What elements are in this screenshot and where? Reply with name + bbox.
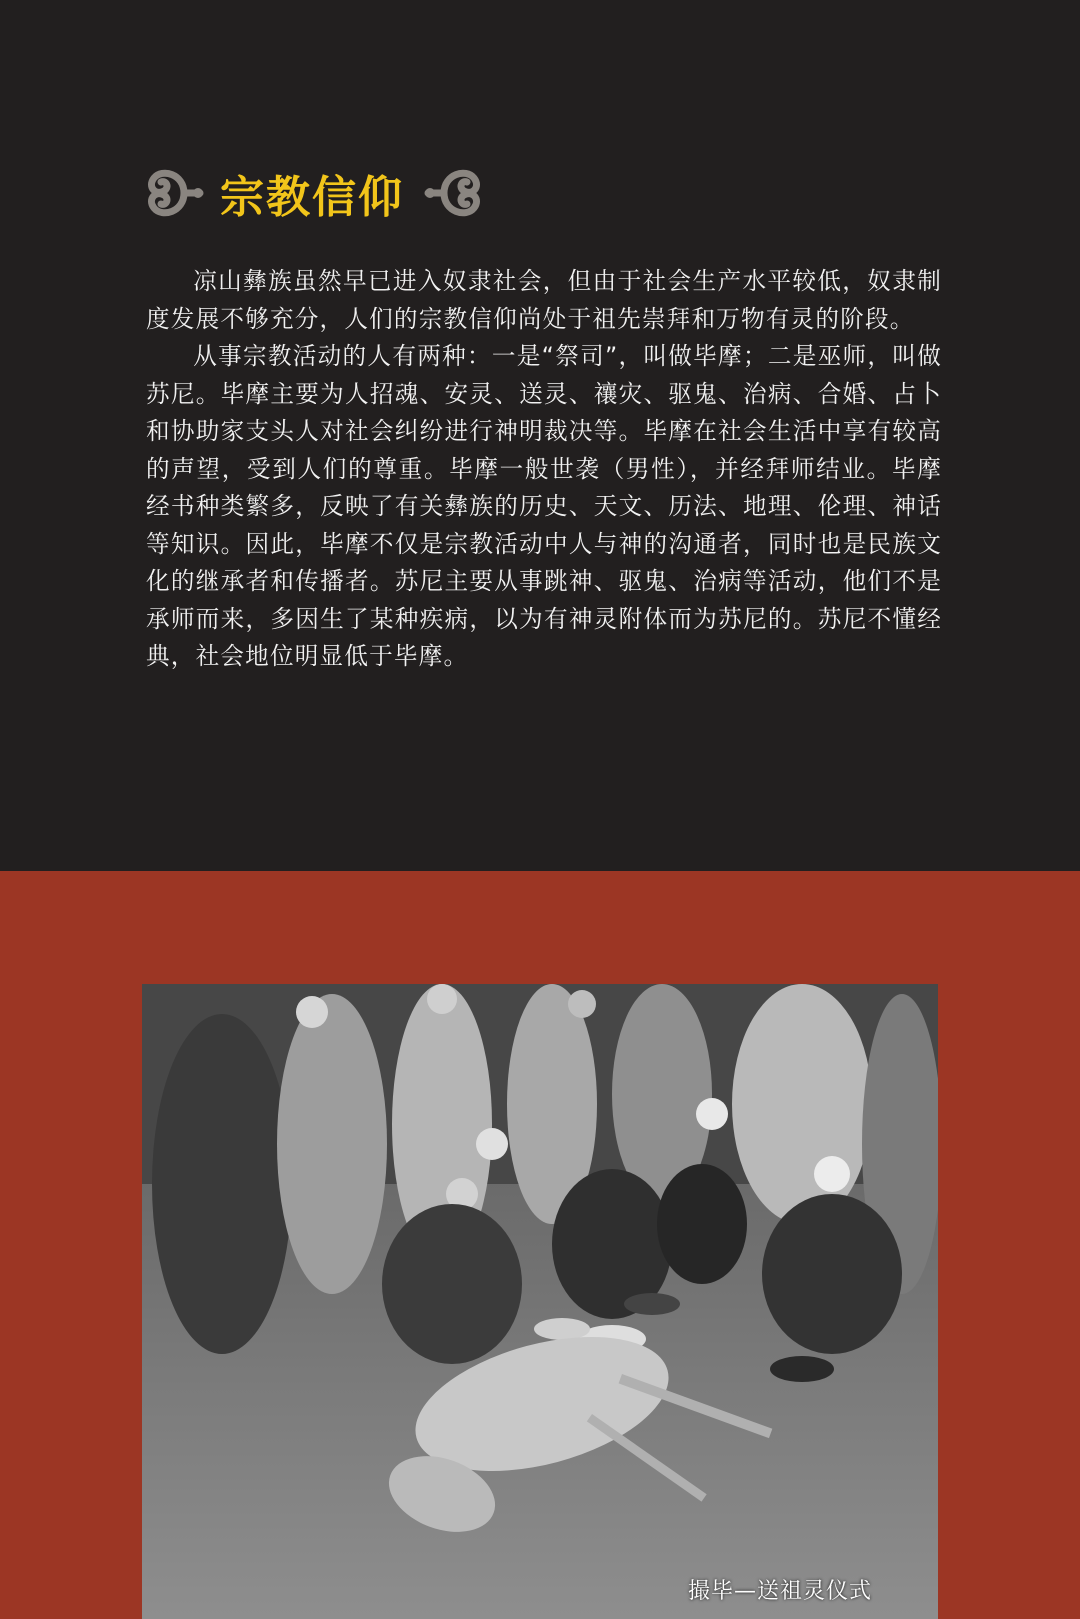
- paragraph-intro: 凉山彝族虽然早已进入奴隶社会，但由于社会生产水平较低，奴隶制度发展不够充分，人们的宗教信仰尚处于祖先崇拜和万物有灵的阶段。: [146, 267, 942, 333]
- photo-caption: 撮毕—送祖灵仪式: [687, 1579, 872, 1604]
- body-text: [146, 263, 942, 676]
- ritual-photo: [142, 984, 938, 1619]
- section-header: [140, 158, 488, 228]
- scroll-ornament-left-icon: [140, 158, 208, 228]
- paragraph-religious-practitioners: 从事宗教活动的人有两种：一是“祭司”，叫做毕摩；二是巫师，叫做苏尼。毕摩主要为人招魂、安灵、送灵、禳灾、驱鬼、治病、合婚、占卜和协助家支头人对社会纠纷进行神明裁决等。毕摩在社会生活中享有较高的声望，受到人们的尊重。毕摩一般世袭（男性），并经拜师结业。毕摩经书种类繁多，反映了有关彝族的历史、天文、历法、地理、伦理、神话等知识。因此，毕摩不仅是宗教活动中人与神的沟通者，同时也是民族文化的继承者和传播者。苏尼主要从事跳神、驱鬼、治病等活动，他们不是承师而来，多因生了某种疾病，以为有神灵附体而为苏尼的。苏尼不懂经典，社会地位明显低于毕摩。: [146, 342, 942, 670]
- page-title: 宗教信仰: [220, 172, 404, 223]
- scroll-ornament-right-icon: [420, 158, 488, 228]
- photo-illustration: [142, 984, 938, 1619]
